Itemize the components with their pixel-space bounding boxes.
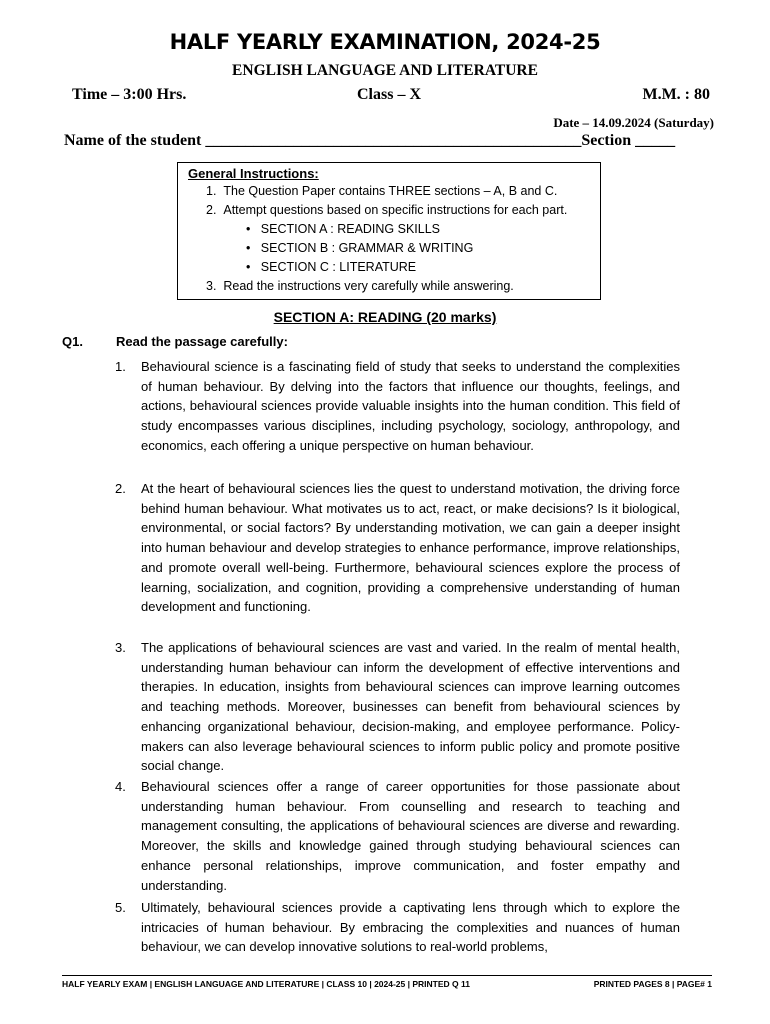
paragraph-number: 1. [115,359,126,374]
paragraph-text: Behavioural science is a fascinating field of study that seeks to understand the complexities of human behaviour. By delving into the factors that influence our thoughts, feelings, and actions, behavioural sciences provide valuable insights into the human condition. This field of study encompasses various disciplines, including psychology, sociology, anthropology, and economics, each offering a unique perspective on human behaviour. [141,359,680,453]
paragraph-text: Behavioural sciences offer a range of career opportunities for those passionate about understanding human behaviour. From counselling and research to teaching and management consulting, the applications of behavioural sciences are diverse and rewarding. Moreover, the skills and knowledge gained through studying behavioural sciences can enhance personal relationships, improve communication, and foster empathy and understanding. [141,779,680,893]
instruction-item: 1. The Question Paper contains THREE sections – A, B and C. [206,184,558,198]
passage-paragraph-1 [115,357,680,456]
paragraph-number: 3. [115,640,126,655]
max-marks: M.M. : 80 [642,86,710,103]
passage-paragraph-2 [115,479,680,617]
paragraph-number: 2. [115,481,126,496]
instructions-title: General Instructions: [188,166,319,181]
instruction-subitem: • SECTION C : LITERATURE [246,260,417,274]
instruction-item: 2. Attempt questions based on specific instructions for each part. [206,203,568,217]
instruction-subitem: • SECTION B : GRAMMAR & WRITING [246,241,474,255]
subject-title: ENGLISH LANGUAGE AND LITERATURE [232,62,538,79]
instruction-subitem: • SECTION A : READING SKILLS [246,222,441,236]
passage-paragraph-3 [115,638,680,776]
section-a-heading: SECTION A: READING (20 marks) [273,309,497,325]
exam-title: HALF YEARLY EXAMINATION, 2024-25 [169,30,601,54]
passage-paragraph-5 [115,898,680,957]
exam-date: Date – 14.09.2024 (Saturday) [553,115,714,130]
student-name-line: Name of the student _______________________________________________Section _____ [64,132,676,149]
paragraph-number: 4. [115,779,126,794]
instruction-item: 3. Read the instructions very carefully while answering. [206,279,514,293]
footer-divider [62,975,712,976]
footer-page-info: PRINTED PAGES 8 | PAGE# 1 [593,979,712,989]
footer-exam-info: HALF YEARLY EXAM | ENGLISH LANGUAGE AND LITERATURE | CLASS 10 | 2024-25 | PRINTED Q 11 [62,979,470,989]
question-text: Read the passage carefully: [116,334,288,349]
passage-paragraph-4 [115,777,680,895]
time-allowed: Time – 3:00 Hrs. [72,86,187,103]
paragraph-number: 5. [115,900,126,915]
class-label: Class – X [357,86,422,103]
paragraph-text: Ultimately, behavioural sciences provide a captivating lens through which to explore the intricacies of human behaviour. By embracing the complexities and nuances of human behaviour, we can develop innovative solutions to real-world problems, [141,900,680,955]
question-number: Q1. [62,334,83,349]
general-instructions-box [177,162,601,300]
paragraph-text: At the heart of behavioural sciences lies the quest to understand motivation, the driving force behind human behaviour. What motivates us to act, react, or make decisions? Is it biological, environmental, or social factors? By understanding motivation, we can gain a deeper insight into human behaviour and develop strategies to enhance performance, improve relationships, and promote overall well-being. Furthermore, behavioural sciences explore the process of learning, socialization, and cognition, providing a comprehensive understanding of human development and functioning. [141,481,680,615]
paragraph-text: The applications of behavioural sciences are vast and varied. In the realm of mental health, understanding human behaviour can inform the development of effective interventions and therapies. In education, insights from behavioural sciences can improve learning outcomes and teaching methods. Moreover, businesses can benefit from behavioural sciences by enhancing organizational behaviour, decision-making, and employee performance. Policy-makers can also leverage behavioural sciences to inform public policy and promote positive social change. [141,640,680,774]
